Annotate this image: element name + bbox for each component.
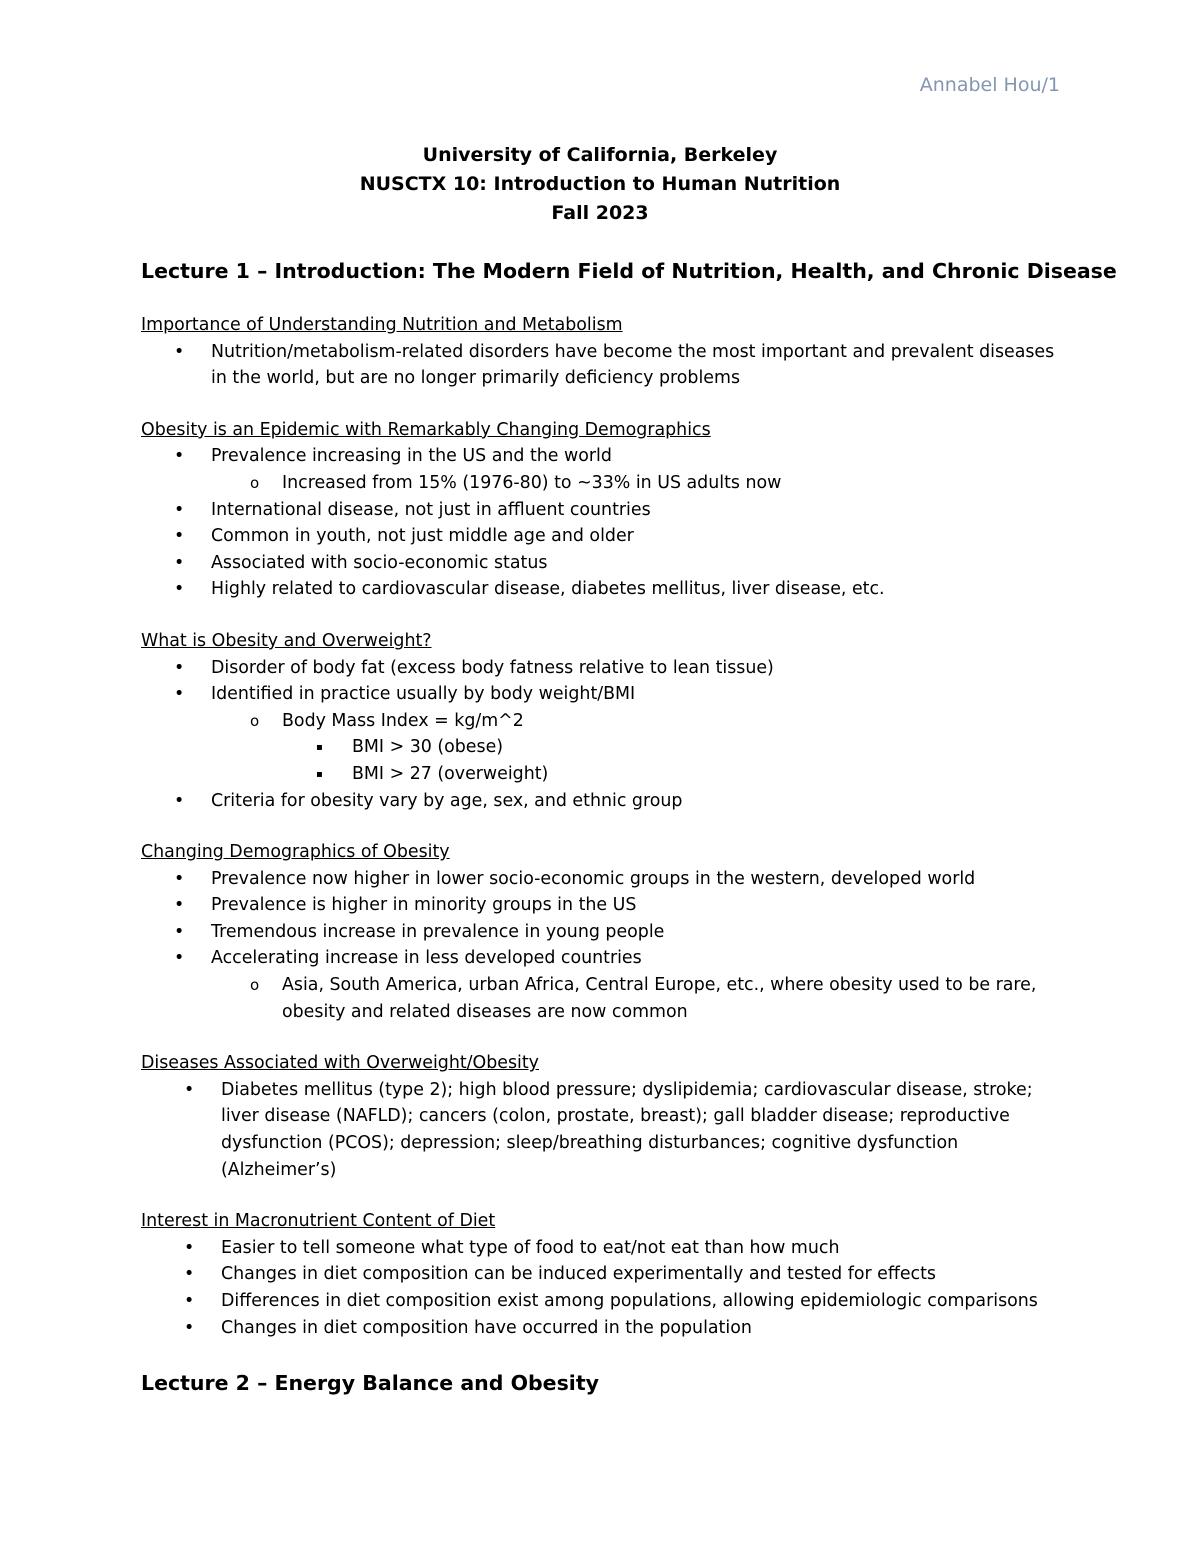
list-item: • Prevalence now higher in lower socio-economic groups in the western, developed world — [141, 866, 1061, 893]
list-item: • Criteria for obesity vary by age, sex, and ethnic group — [141, 788, 1061, 815]
course-title: NUSCTX 10: Introduction to Human Nutrition — [359, 173, 841, 195]
bullet-icon: • — [174, 552, 185, 573]
list-item: • Diabetes mellitus (type 2); high blood pressure; dyslipidemia; cardiovascular disease, stroke; liver disease (NAFLD); cancers (colon, prostate, breast); gall bladder disease; reproductive dysfunction (PCOS); depression; sleep/breathing disturbances; cognitive dysfunction (Alzheimer’s) — [141, 1077, 1061, 1183]
bullet-list — [141, 1077, 1061, 1183]
section-epidemic — [141, 417, 1061, 603]
list-item: • Prevalence is higher in minority groups in the US — [141, 892, 1061, 919]
section-associated-diseases — [141, 1050, 1061, 1183]
list-item: • Differences in diet composition exist among populations, allowing epidemiologic comparisons — [141, 1288, 1061, 1315]
list-item: o Body Mass Index = kg/m^2 — [141, 708, 1061, 735]
list-item: • Tremendous increase in prevalence in young people — [141, 919, 1061, 946]
bullet-icon: • — [174, 579, 185, 600]
list-item: • Changes in diet composition have occurred in the population — [141, 1315, 1061, 1342]
bullet-list — [141, 1235, 1061, 1341]
bullet-icon: • — [184, 1237, 195, 1258]
section-heading: Diseases Associated with Overweight/Obesity — [141, 1053, 539, 1074]
bullet-icon: • — [184, 1291, 195, 1311]
list-item: • Prevalence increasing in the US and the world — [141, 443, 1061, 470]
list-item: o Asia, South America, urban Africa, Central Europe, etc., where obesity used to be rare, obesity and related diseases are now common — [141, 972, 1061, 1025]
bullet-icon: • — [174, 790, 185, 811]
term-title: Fall 2023 — [551, 202, 649, 224]
section-heading: What is Obesity and Overweight? — [141, 630, 432, 651]
bullet-icon: • — [174, 895, 185, 916]
list-item: ▪ BMI > 27 (overweight) — [141, 761, 1061, 788]
document-titles — [0, 141, 1200, 228]
list-item: • Common in youth, not just middle age and older — [141, 523, 1061, 550]
section-changing-demographics — [141, 839, 1061, 1025]
list-item: • Highly related to cardiovascular disease, diabetes mellitus, liver disease, etc. — [141, 576, 1061, 603]
bullet-icon: • — [174, 526, 185, 547]
list-item: o Increased from 15% (1976-80) to ~33% in US adults now — [141, 470, 1061, 497]
bullet-icon: • — [174, 341, 185, 362]
page-header-author: Annabel Hou/1 — [919, 74, 1060, 96]
bullet-list — [141, 339, 1061, 392]
circle-bullet-icon: o — [250, 473, 260, 492]
bullet-list — [141, 655, 1061, 815]
list-item: • Changes in diet composition can be induced experimentally and tested for effects — [141, 1261, 1061, 1288]
section-heading: Interest in Macronutrient Content of Diet — [141, 1211, 496, 1232]
document-body — [141, 254, 1117, 1400]
bullet-icon: • — [174, 446, 185, 467]
university-title: University of California, Berkeley — [422, 144, 778, 166]
bullet-icon: • — [184, 1317, 195, 1338]
list-item: • International disease, not just in affluent countries — [141, 497, 1061, 524]
bullet-icon: • — [174, 684, 185, 705]
lecture-1-heading: Lecture 1 – Introduction: The Modern Field of Nutrition, Health, and Chronic Disease — [141, 259, 1117, 283]
section-macronutrient — [141, 1208, 1061, 1341]
bullet-icon: • — [184, 1264, 195, 1285]
bullet-list — [141, 866, 1061, 1026]
section-heading: Obesity is an Epidemic with Remarkably Changing Demographics — [141, 419, 711, 440]
bullet-icon: • — [174, 948, 185, 969]
section-importance — [141, 312, 1061, 392]
list-item: • Disorder of body fat (excess body fatness relative to lean tissue) — [141, 655, 1061, 682]
section-heading: Changing Demographics of Obesity — [141, 842, 450, 863]
circle-bullet-icon: o — [250, 976, 260, 995]
bullet-list — [141, 443, 1061, 603]
square-bullet-icon: ▪ — [316, 768, 323, 780]
list-item: • Easier to tell someone what type of food to eat/not eat than how much — [141, 1235, 1061, 1262]
list-item: • Associated with socio-economic status — [141, 550, 1061, 577]
bullet-icon: • — [174, 657, 185, 678]
list-item: • Accelerating increase in less developed countries — [141, 945, 1061, 972]
bullet-icon: • — [174, 868, 185, 889]
list-item: • Identified in practice usually by body weight/BMI — [141, 681, 1061, 708]
bullet-icon: • — [184, 1079, 195, 1100]
section-heading: Importance of Understanding Nutrition and Metabolism — [141, 315, 623, 335]
bullet-icon: • — [174, 499, 185, 520]
bullet-icon: • — [174, 921, 185, 942]
list-item: ▪ BMI > 30 (obese) — [141, 734, 1061, 761]
lecture-2-heading: Lecture 2 – Energy Balance and Obesity — [141, 1371, 599, 1396]
list-item: • Nutrition/metabolism-related disorders have become the most important and prevalent diseases in the world, but are no longer primarily deficiency problems — [141, 339, 1061, 392]
section-what-is-obesity — [141, 628, 1061, 814]
square-bullet-icon: ▪ — [316, 742, 323, 754]
circle-bullet-icon: o — [250, 711, 260, 730]
